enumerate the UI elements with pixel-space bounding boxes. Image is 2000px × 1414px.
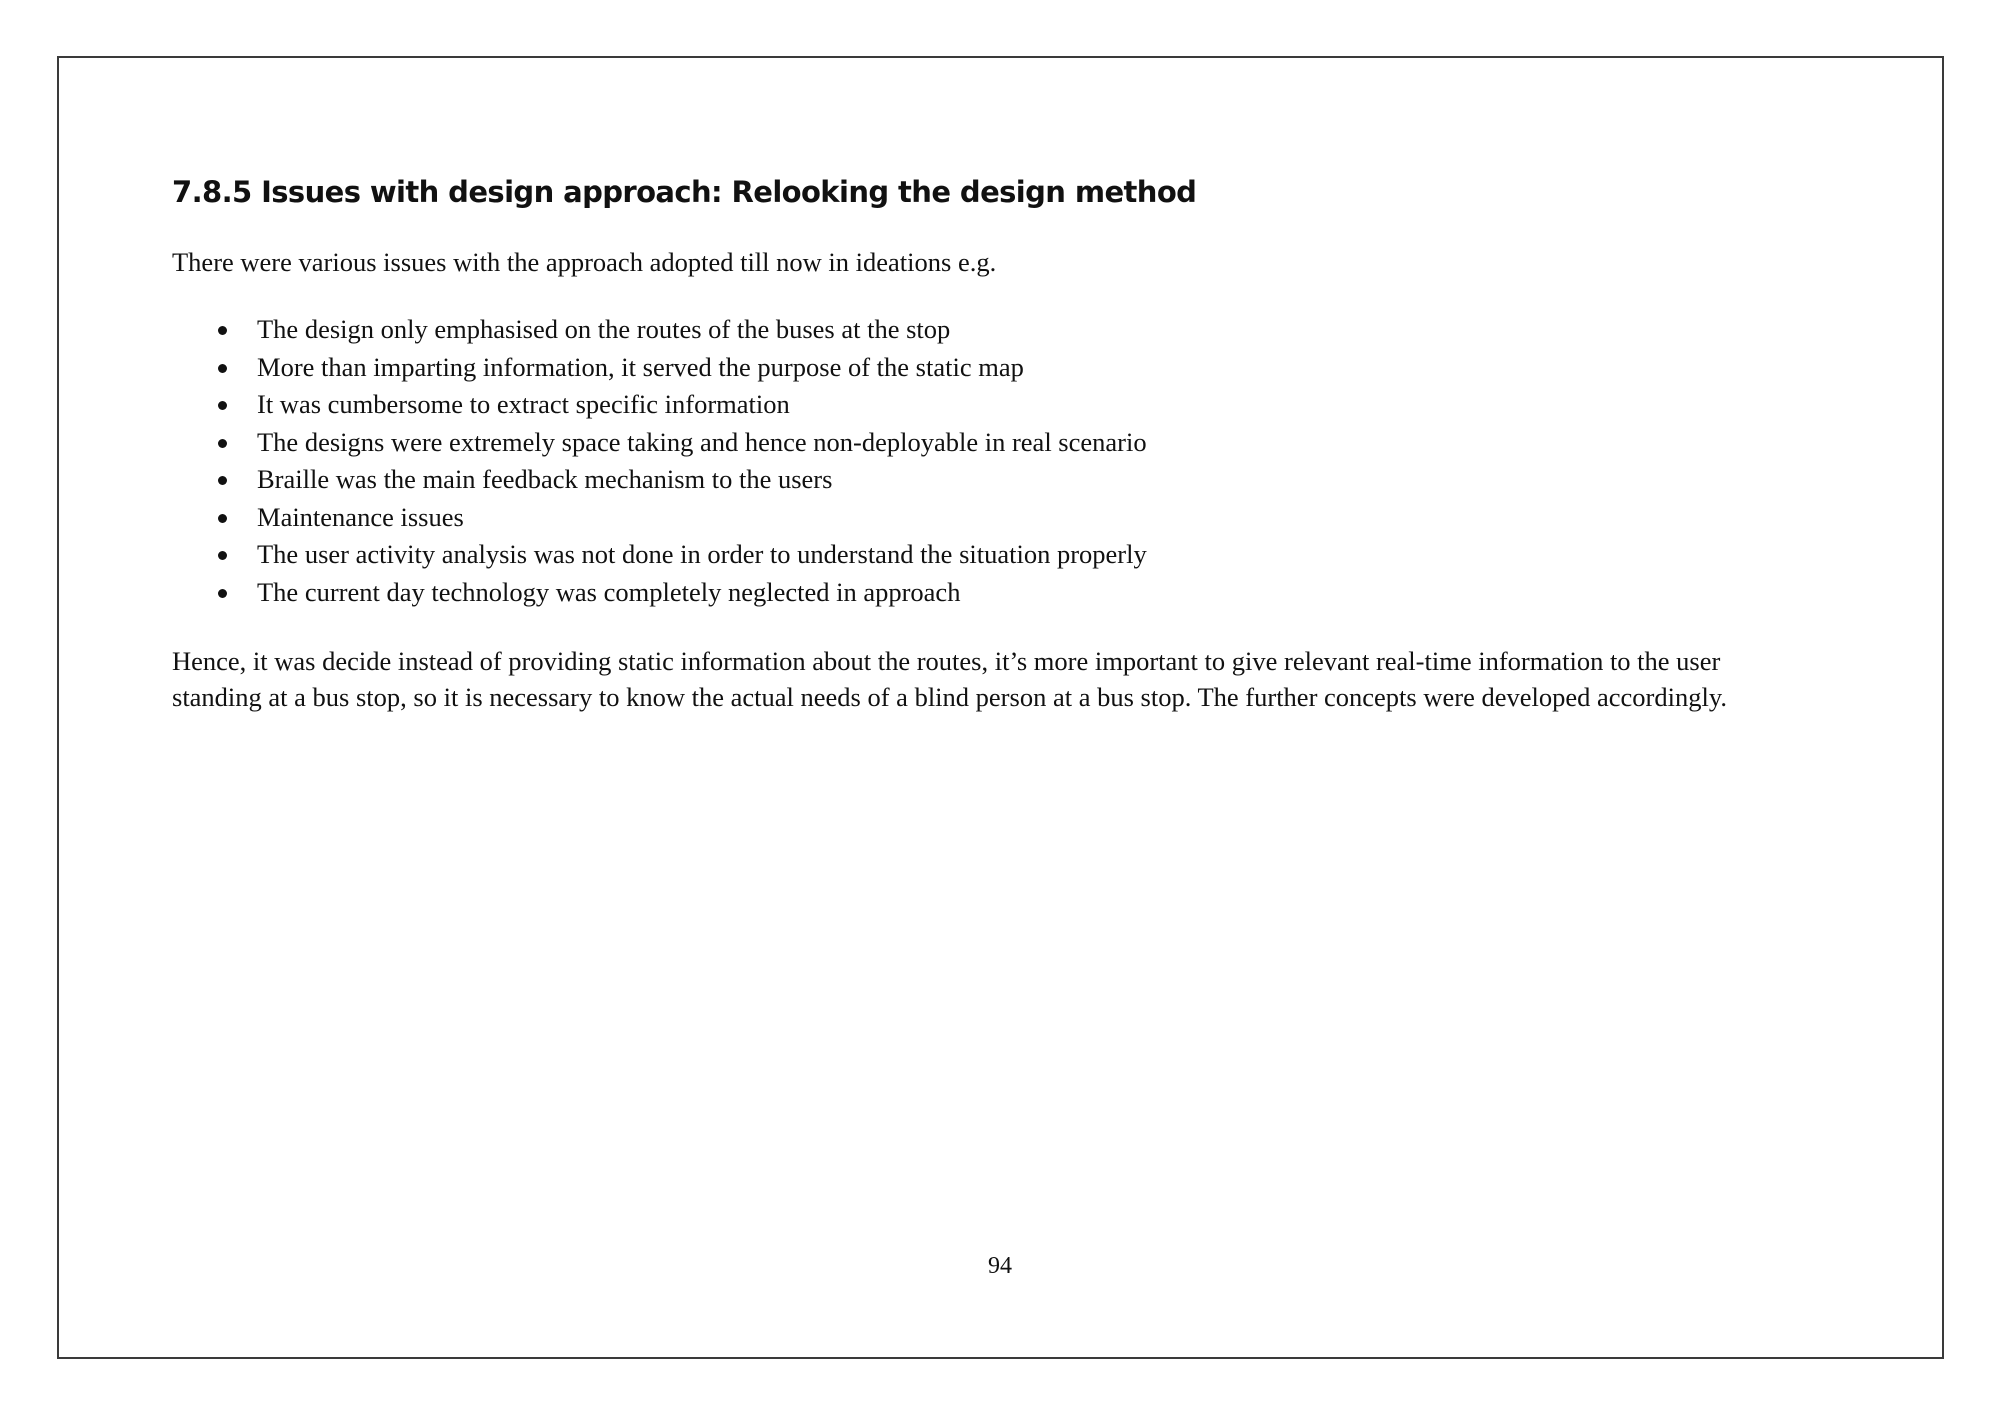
bullet-icon [218,401,227,410]
intro-paragraph: There were various issues with the approach adopted till now in ideations e.g. [172,247,997,277]
list-item [172,499,1812,537]
list-item-text: Braille was the main feedback mechanism to the users [257,464,833,494]
list-item [172,386,1812,424]
conclusion-paragraph: Hence, it was decide instead of providing static information about the routes, it’s more important to give relevant real-time information to the user standing at a bus stop, so it is necessary to know the actual needs of a blind person at a bus stop. The further concepts were developed accordingly. [172,646,1727,712]
list-item-text: The user activity analysis was not done in order to understand the situation properly [257,539,1147,569]
list-item [172,574,1812,612]
list-item-text: The design only emphasised on the routes of the buses at the stop [257,314,951,344]
list-item-text: More than imparting information, it served the purpose of the static map [257,351,1024,382]
bullet-icon [218,326,227,335]
list-item-text: The current day technology was completely neglected in approach [257,576,961,607]
bullet-icon [218,476,227,485]
list-item [172,349,1812,387]
list-item [172,424,1812,462]
page-content [172,172,1812,715]
section-heading: 7.8.5 Issues with design approach: Relooking the design method [172,175,1197,209]
bullet-icon [218,551,227,560]
bullet-icon [218,514,227,523]
list-item-text: It was cumbersome to extract specific information [257,389,790,419]
bullet-icon [218,439,227,448]
bullet-icon [218,364,227,373]
page-number: 94 [988,1253,1012,1279]
bullet-icon [218,589,227,598]
list-item [172,461,1812,499]
list-item [172,536,1812,574]
list-item [172,311,1812,349]
issues-list [172,311,1812,611]
list-item-text: The designs were extremely space taking and hence non-deployable in real scenario [257,426,1147,457]
list-item-text: Maintenance issues [257,501,464,532]
